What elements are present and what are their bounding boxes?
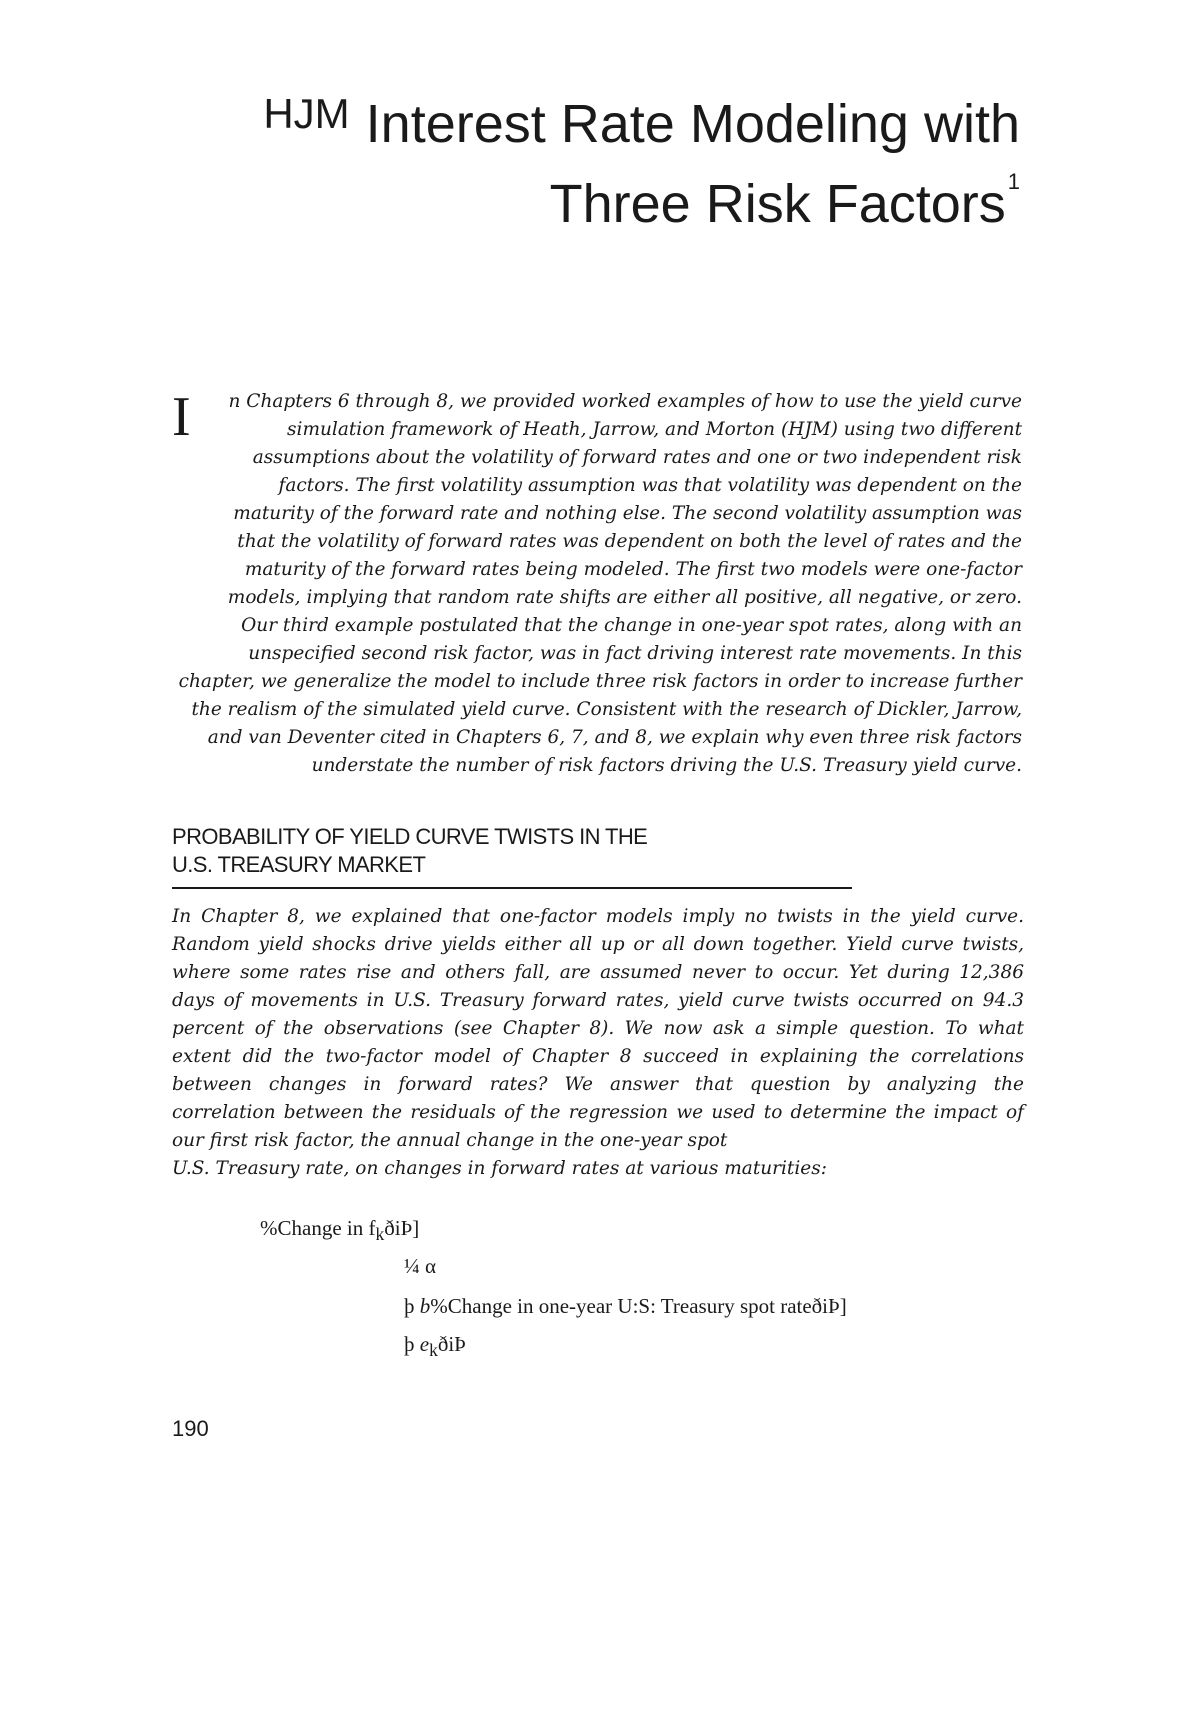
equation-line-2: ¼ α: [404, 1254, 437, 1278]
section-heading-line2: U.S. TREASURY MARKET: [172, 852, 426, 877]
equation-error-subscript: k: [429, 1340, 438, 1361]
intro-line: n Chapters 6 through 8, we provided worked examples of how to use the yield curve: [228, 391, 1022, 412]
equation-coefficient: b: [419, 1294, 431, 1318]
body-line: extent did the two-factor model of Chapter 8 succeed in explaining the correlations: [172, 1046, 1024, 1067]
chapter-title-text1: Interest Rate Modeling with: [365, 94, 1020, 154]
page-number: 190: [172, 1416, 209, 1441]
body-line: correlation between the residuals of the regression we used to determine the impact of: [172, 1102, 1024, 1123]
intro-line: simulation framework of Heath, Jarrow, and Morton (HJM) using two different: [287, 419, 1022, 440]
equation-line-4: [404, 1328, 466, 1366]
body-line: In Chapter 8, we explained that one-factor models imply no twists in the yield curve.: [172, 906, 1024, 927]
equation-error-tail: ðiÞ: [437, 1332, 466, 1356]
intro-line: and van Deventer cited in Chapters 6, 7, and 8, we explain why even three risk factors: [207, 727, 1022, 748]
intro-line: factors. The first volatility assumption was that volatility was dependent on the: [278, 475, 1022, 496]
equation-error: e: [419, 1332, 430, 1356]
chapter-title-line2: [263, 162, 1020, 238]
intro-line: models, implying that random rate shifts are either all positive, all negative, or zero.: [227, 587, 1022, 608]
intro-line: understate the number of risk factors driving the U.S. Treasury yield curve.: [311, 755, 1022, 776]
equation-lhs: %Change in f: [260, 1216, 376, 1240]
footnote-mark: 1: [1007, 169, 1020, 194]
chapter-title-line1: [263, 90, 1020, 162]
equation-term: %Change in one-year U:S: Treasury spot rateðiÞ]: [430, 1294, 847, 1318]
intro-line: chapter, we generalize the model to include three risk factors in order to increase further: [178, 671, 1022, 692]
intro-line: that the volatility of forward rates was dependent on both the level of rates and the: [237, 531, 1022, 552]
equation-line-3: [404, 1290, 847, 1322]
chapter-title: [263, 90, 1020, 238]
body-paragraph: [172, 903, 1024, 1183]
equation-line-1: [260, 1212, 419, 1250]
intro-line: the realism of the simulated yield curve. Consistent with the research of Dickler, Jarrow,: [191, 699, 1022, 720]
body-line: days of movements in U.S. Treasury forward rates, yield curve twists occurred on 94.3: [172, 990, 1024, 1011]
intro-line: unspecified second risk factor, was in fact driving interest rate movements. In this: [248, 643, 1022, 664]
intro-line: assumptions about the volatility of forward rates and one or two independent risk: [252, 447, 1022, 468]
equation-plus: þ: [404, 1332, 420, 1356]
body-line: U.S. Treasury rate, on changes in forward rates at various maturities:: [172, 1158, 827, 1179]
equation-lhs-tail: ðiÞ]: [384, 1216, 420, 1240]
body-line: Random yield shocks drive yields either all up or all down together. Yield curve twists,: [172, 934, 1024, 955]
intro-line: maturity of the forward rate and nothing else. The second volatility assumption was: [233, 503, 1022, 524]
intro-line: maturity of the forward rates being modeled. The first two models were one-factor: [244, 559, 1022, 580]
section-heading: [172, 823, 852, 889]
intro-paragraph: [174, 388, 1022, 780]
section-heading-line1: PROBABILITY OF YIELD CURVE TWISTS IN THE: [172, 824, 648, 849]
equation-subscript: k: [375, 1224, 385, 1245]
chapter-title-prefix: HJM: [263, 90, 350, 137]
body-line: percent of the observations (see Chapter 8). We now ask a simple question. To what: [172, 1018, 1024, 1039]
equation-plus: þ: [404, 1294, 420, 1318]
intro-line: Our third example postulated that the change in one-year spot rates, along with an: [241, 615, 1022, 636]
body-line: between changes in forward rates? We answer that question by analyzing the: [172, 1074, 1024, 1095]
body-line: where some rates rise and others fall, are assumed never to occur. Yet during 12,386: [172, 962, 1024, 983]
drop-cap: I: [172, 386, 191, 448]
body-line: our first risk factor, the annual change in the one-year spot: [172, 1130, 728, 1151]
chapter-title-text2: Three Risk Factors: [549, 174, 1006, 234]
